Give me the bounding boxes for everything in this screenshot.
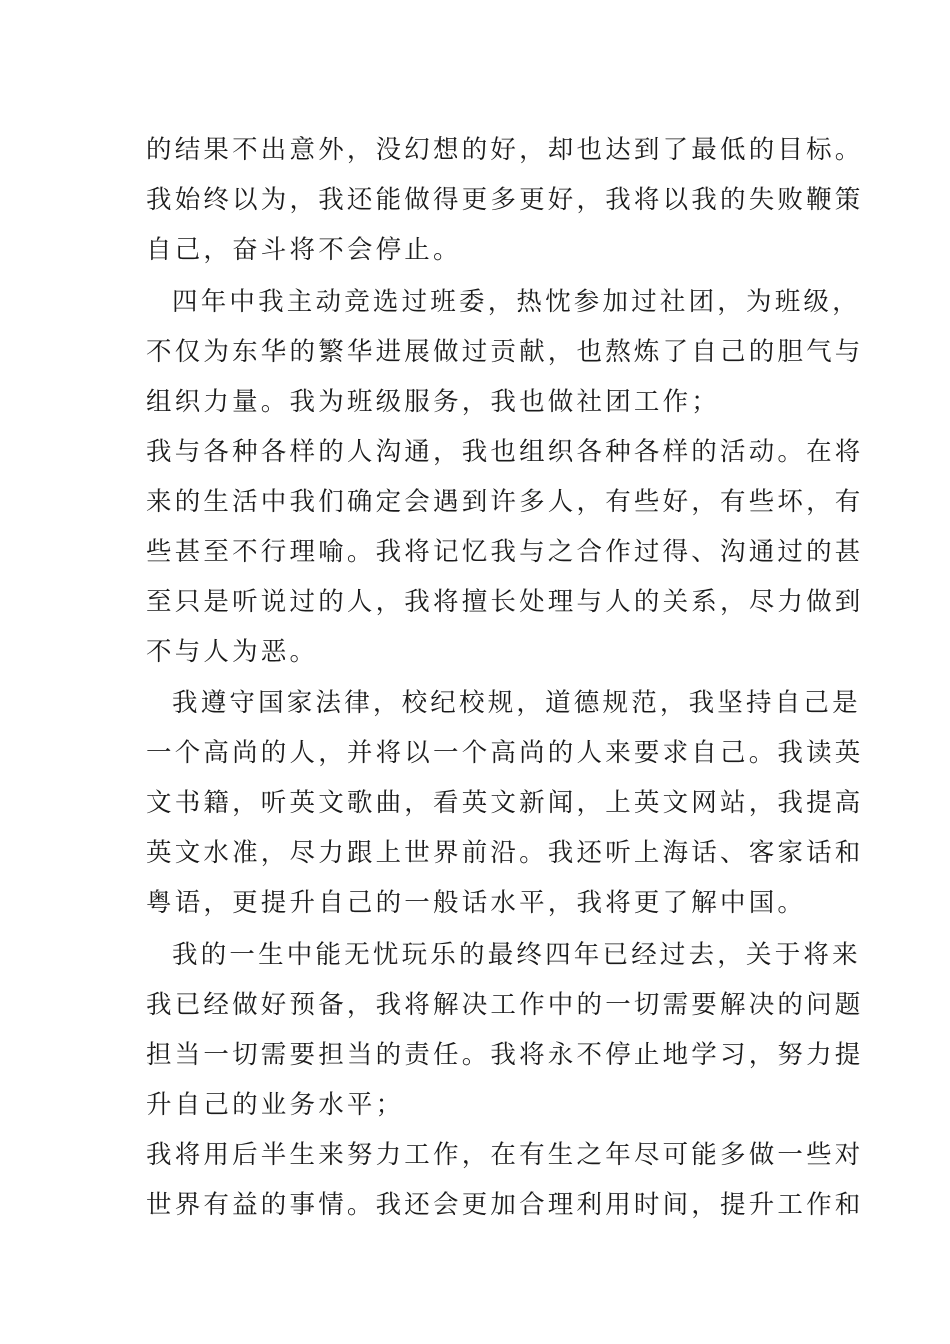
- text-line: 不仅为东华的繁华进展做过贡献，也熬炼了自己的胆气与: [146, 337, 864, 367]
- text-line: 英文水准，尽力跟上世界前沿。我还听上海话、客家话和: [146, 838, 864, 868]
- text-line: 我始终以为，我还能做得更多更好，我将以我的失败鞭策: [146, 185, 864, 215]
- text-line: 世界有益的事情。我还会更加合理利用时间，提升工作和: [146, 1190, 864, 1220]
- paragraph-first-line: 我遵守国家法律，校纪校规，道德规范，我坚持自己是: [172, 688, 861, 718]
- paragraph-first-line: 我的一生中能无忧玩乐的最终四年已经过去，关于将来: [172, 940, 861, 970]
- paragraph-first-line: 四年中我主动竞选过班委，热忱参加过社团，为班级，: [172, 287, 861, 317]
- text-line: 来的生活中我们确定会遇到许多人，有些好，有些坏，有: [146, 487, 864, 517]
- text-line: 粤语，更提升自己的一般话水平，我将更了解中国。: [146, 888, 807, 918]
- text-line: 文书籍，听英文歌曲，看英文新闻，上英文网站，我提高: [146, 788, 864, 818]
- text-line: 升自己的业务水平；: [146, 1090, 405, 1120]
- text-line: 至只是听说过的人，我将擅长处理与人的关系，尽力做到: [146, 587, 864, 617]
- text-line: 我与各种各样的人沟通，我也组织各种各样的活动。在将: [146, 437, 864, 467]
- text-line: 自己，奋斗将不会停止。: [146, 235, 462, 265]
- text-line: 一个高尚的人，并将以一个高尚的人来要求自己。我读英: [146, 738, 864, 768]
- text-line: 组织力量。我为班级服务，我也做社团工作；: [146, 387, 721, 417]
- text-line: 不与人为恶。: [146, 637, 319, 667]
- text-line: 担当一切需要担当的责任。我将永不停止地学习，努力提: [146, 1040, 864, 1070]
- text-line: 些甚至不行理喻。我将记忆我与之合作过得、沟通过的甚: [146, 537, 864, 567]
- text-line: 的结果不出意外，没幻想的好，却也达到了最低的目标。: [146, 135, 864, 165]
- text-line: 我将用后半生来努力工作，在有生之年尽可能多做一些对: [146, 1140, 864, 1170]
- text-line: 我已经做好预备，我将解决工作中的一切需要解决的问题: [146, 990, 864, 1020]
